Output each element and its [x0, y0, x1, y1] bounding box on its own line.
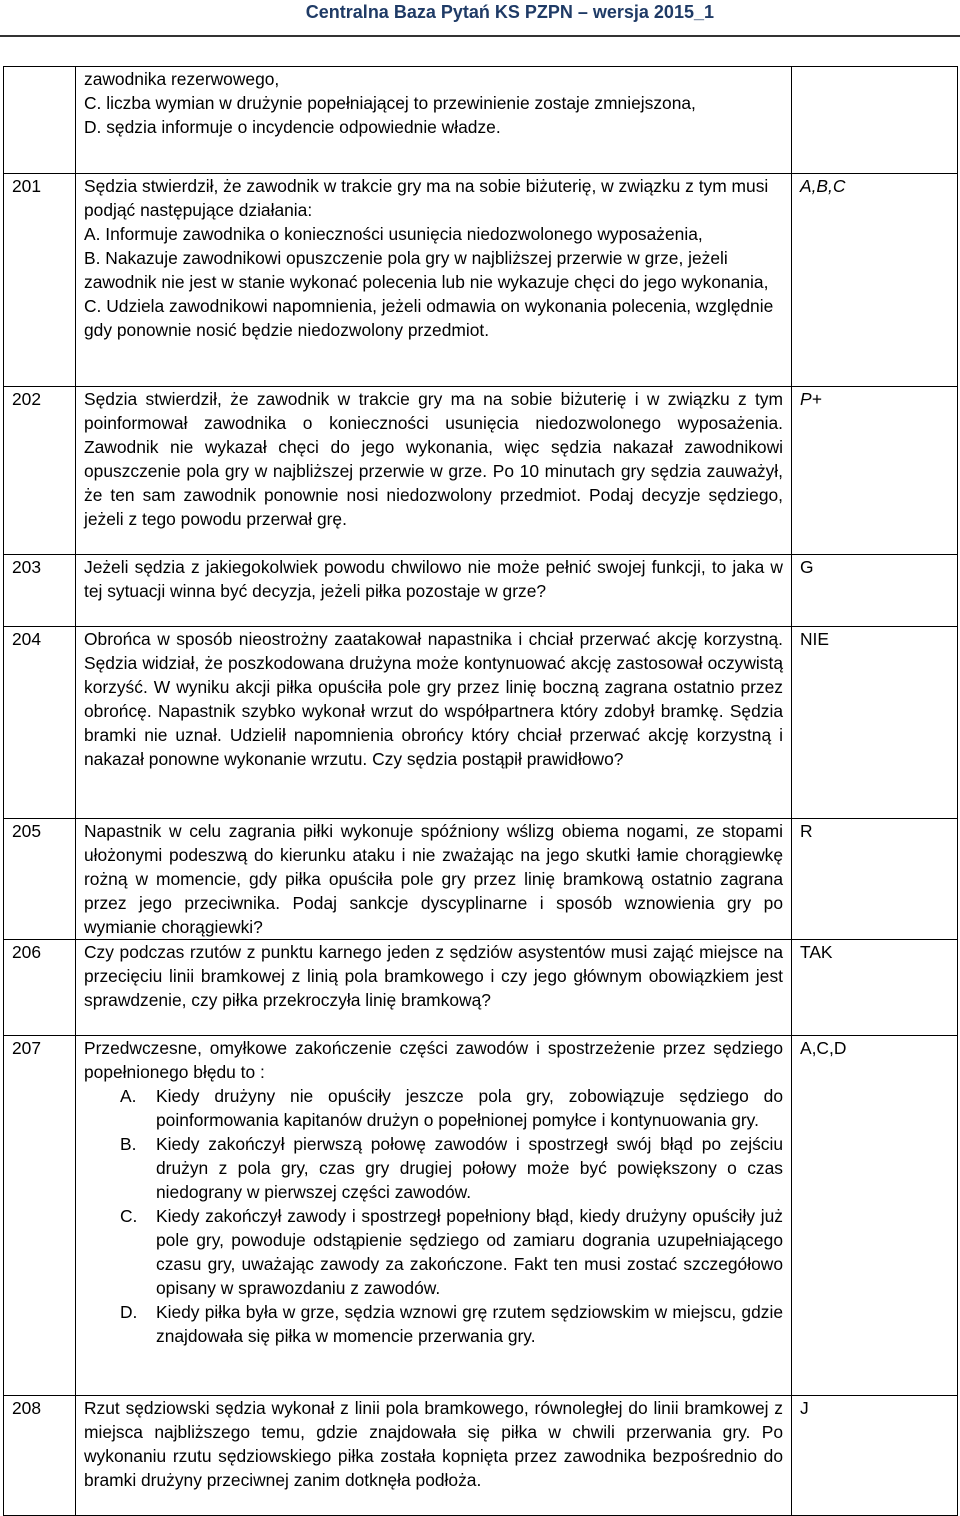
question-text: Czy podczas rzutów z punktu karnego jeden z sędziów asystentów musi zająć miejsce na przecięciu linii bramkowej z linią pola bramkowego i czy jego głównym obowiązkiem jest sprawdzenie, czy piłka przekroczyła linię bramkową? — [76, 940, 792, 1036]
question-text-content: zawodnika rezerwowego, C. liczba wymian w drużynie popełniającej to przewinienie zostaje zmniejszona, D. sędzia informuje o incydencie odpowiednie władze. — [84, 69, 696, 137]
question-text — [76, 1036, 792, 1396]
list-item — [84, 1084, 783, 1132]
question-text: Rzut sędziowski sędzia wykonał z linii pola bramkowego, równoległej do linii bramkowej z miejsca najbliższego temu, gdzie znajdowała się piłka w chwili przerwania gry. Po wykonaniu rzutu sędziowskiego piłka została kopnięta przez zawodnika bezpośrednio do bramki drużyny przeciwnej zanim dotknęła podłoża. — [76, 1396, 792, 1516]
question-number: 206 — [4, 940, 76, 1036]
table-row — [4, 387, 958, 555]
header-divider — [0, 35, 960, 37]
option-text: Kiedy piłka była w grze, sędzia wznowi grę rzutem sędziowskim w miejscu, gdzie znajdowała się piłka w momencie przerwania gry. — [156, 1302, 783, 1346]
answer-cell — [792, 67, 958, 174]
question-text-content: Sędzia stwierdził, że zawodnik w trakcie gry ma na sobie biżuterię, w związku z tym musi podjąć następujące działania: A. Informuje zawodnika o konieczności usunięcia niedozwolonego wyposażenia, B. Nakazuje zawodnikowi opuszczenie pola gry w najbliższej przerwie w grze, jeżeli zawodnik nie jest w stanie wykonać polecenia lub nie wykazuje chęci do jego wykonania, C. Udziela zawodnikowi napomnienia, jeżeli odmawia on wykonania polecenia, względnie gdy ponownie nosić będzie niedozwolony przedmiot. — [84, 176, 774, 340]
answer-text: P+ — [800, 389, 822, 409]
table-row — [4, 1036, 958, 1396]
answer-cell — [792, 555, 958, 627]
option-letter: D. — [120, 1302, 138, 1322]
table-row — [4, 940, 958, 1036]
answer-options — [84, 1084, 783, 1348]
questions-table — [3, 66, 958, 1516]
option-letter: A. — [120, 1086, 137, 1106]
option-text: Kiedy drużyny nie opuściły jeszcze pola gry, zobowiązuje sędziego do poinformowania kapitanów drużyn o popełnionej pomyłce i kontynuowania gry. — [156, 1086, 783, 1130]
answer-cell — [792, 1396, 958, 1516]
answer-text: A,B,C — [800, 176, 846, 196]
question-number: 208 — [4, 1396, 76, 1516]
table-row — [4, 67, 958, 174]
question-text — [76, 174, 792, 387]
question-number: 201 — [4, 174, 76, 387]
answer-text: TAK — [800, 942, 833, 962]
question-text: Obrońca w sposób nieostrożny zaatakował napastnika i chciał przerwać akcję korzystną. Sędzia widział, że poszkodowana drużyna może kontynuować akcję zastosował oczywistą korzyść. W wyniku akcji piłka opuściła pole gry przez linię boczną zagrana ostatnio przez obrońcę. Napastnik szybko wykonał wrzut do współpartnera który zdobył bramkę. Sędzia bramki nie uznał. Udzielił napomnienia obrońcy który chciał przerwać akcję korzystną i nakazał ponowne wykonanie wrzutu. Czy sędzia postąpił prawidłowo? — [76, 627, 792, 819]
question-text: Sędzia stwierdził, że zawodnik w trakcie gry ma na sobie biżuterię i w związku z tym poinformował zawodnika o konieczności usunięcia niedozwolonego wyposażenia. Zawodnik nie wykazał chęci do jego wykonania, więc sędzia nakazał zawodnikowi opuszczenie pola gry w najbliższej przerwie w grze. Po 10 minutach gry sędzia zauważył, że ten sam zawodnik ponownie nosi niedozwolony przedmiot. Podaj decyzje sędziego, jeżeli z tego powodu przerwał grę. — [76, 387, 792, 555]
question-number: 207 — [4, 1036, 76, 1396]
answer-text: NIE — [800, 629, 829, 649]
option-letter: C. — [120, 1206, 138, 1226]
answer-text: G — [800, 557, 814, 577]
question-text: Jeżeli sędzia z jakiegokolwiek powodu chwilowo nie może pełnić swojej funkcji, to jaka w tej sytuacji winna być decyzja, jeżeli piłka pozostaje w grze? — [76, 555, 792, 627]
list-item — [84, 1132, 783, 1204]
option-text: Kiedy zakończył pierwszą połowę zawodów i spostrzegł swój błąd po zejściu drużyn z pola gry, czas gry drugiej połowy może być powiększony o czas niedograny w pierwszej części zawodów. — [156, 1134, 783, 1202]
answer-text: A,C,D — [800, 1038, 847, 1058]
question-number: 204 — [4, 627, 76, 819]
answer-cell — [792, 819, 958, 940]
option-text: Kiedy zakończył zawody i spostrzegł popełniony błąd, kiedy drużyny opuściły już pole gry, powoduje odstąpienie sędziego od zamiaru dogrania uzupełniającego czasu gry, uważając zawody za zakończone. Fakt ten musi zostać szczegółowo opisany w sprawozdaniu z zawodów. — [156, 1206, 783, 1298]
question-number — [4, 67, 76, 174]
answer-text: R — [800, 821, 813, 841]
list-item — [84, 1300, 783, 1348]
answer-cell — [792, 174, 958, 387]
table-row — [4, 555, 958, 627]
question-number: 203 — [4, 555, 76, 627]
question-text: Napastnik w celu zagrania piłki wykonuje spóźniony wślizg obiema nogami, ze stopami ułożonymi podeszwą do kierunku ataku i nie zważając na jego skutki łamie chorągiewkę rożną w momencie, gdy piłka opuściła pole gry przez linię bramkową ostatnio zagrana przez jego przeciwnika. Podaj sankcje dyscyplinarne i sposób wznowienia gry po wymianie chorągiewki? — [76, 819, 792, 940]
option-letter: B. — [120, 1134, 137, 1154]
table-row — [4, 1396, 958, 1516]
question-text — [76, 67, 792, 174]
table-row — [4, 627, 958, 819]
list-item — [84, 1204, 783, 1300]
table-row — [4, 819, 958, 940]
answer-cell — [792, 387, 958, 555]
document-header: Centralna Baza Pytań KS PZPN – wersja 2015_1 — [305, 2, 714, 22]
answer-cell — [792, 940, 958, 1036]
answer-cell — [792, 627, 958, 819]
question-number: 202 — [4, 387, 76, 555]
table-row — [4, 174, 958, 387]
question-text-content: Przedwczesne, omyłkowe zakończenie części zawodów i spostrzeżenie przez sędziego popełnionego błędu to : — [84, 1038, 783, 1082]
question-number: 205 — [4, 819, 76, 940]
answer-cell — [792, 1036, 958, 1396]
answer-text: J — [800, 1398, 809, 1418]
